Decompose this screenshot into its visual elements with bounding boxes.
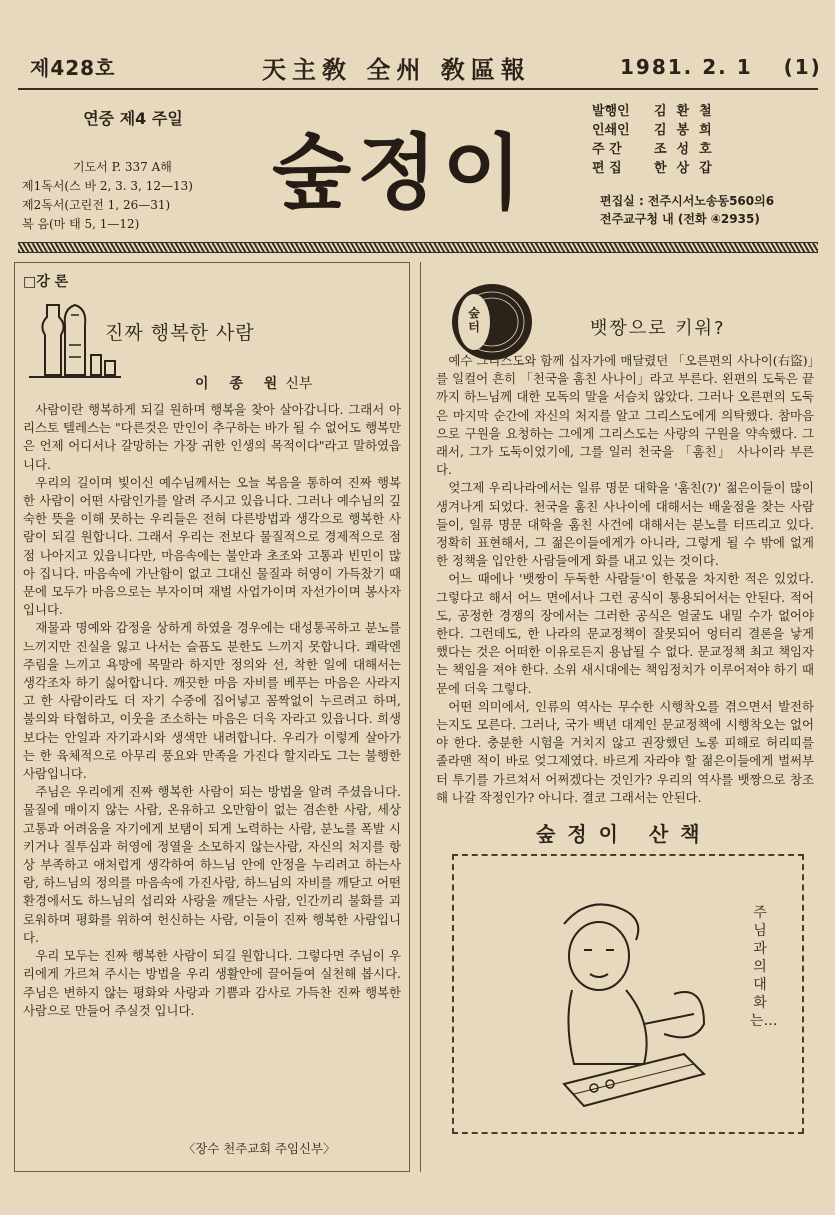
staff-role: 발행인 xyxy=(592,104,630,119)
paragraph: 엊그제 우리나라에서는 일류 명문 대학을 '훔친(?)' 젊은이들이 많이 생겨나게 되었다. 천국을 훔친 사나이에 대해서는 배울점을 찾는 사람들이, 일류 명문 대학을 훔친 사건에 대해서는 분노를 터뜨리고 있다. 정확히 표현해서, 그 젊은이들에게가 아니라, 그렇게 될 수 밖에 없게한 정책을 입안한 사람들에게 화를 내고 있는 것이다. xyxy=(436,480,814,569)
paragraph: 어떤 의미에서, 인류의 역사는 무수한 시행착오를 겪으면서 발전하는지도 모른다. 그러나, 국가 백년 대계인 문교정책에 시행착오는 없어야 한다. 충분한 시험을 거치지 않고 권장했던 노롱 피해로 허리띠를 졸라맨 적이 바로 엊그제였다. 바르게 자라야 할 젊은이들에게 벌써부터 투기를 가르쳐서 어쩌겠다는 것인가? 우리의 역사를 뱃짱으로 창조해 나갈 작정인가? 아니다. 결코 그래서는 안된다. xyxy=(436,698,814,805)
paragraph: 주님은 우리에게 진짜 행복한 사람이 되는 방법을 알려 주셨읍니다. 물질에 매이지 않는 사람, 온유하고 오만함이 없는 겸손한 사람, 세상 고통과 어려움을 자기에게 보탬이 되게 노력하는 사람, 분노를 폭발 시키거나 질투심과 허영에 정열을 소모하지 않는사람, 자신의 처지를 항상 부족하고 애처럽게 생각하여 하느님 안에 안정을 누리려고 하는사람, 하느님의 정의를 마음속에 가진사람, 하느님의 자비를 깨닫고 어떤 환경에서도 하느님의 섭리와 사랑을 깨닫는 사람, 인간끼리 불화를 괴로워하며 평화를 위하여 헌신하는 사람, 이들이 진짜 행복한 사람입니다. xyxy=(23,784,401,945)
page-number: (1) xyxy=(783,55,822,79)
opinion-column xyxy=(430,262,822,1172)
editorial-body xyxy=(23,401,401,1020)
staff-row xyxy=(592,119,774,138)
reading-gospel: 복 음(마 태 5, 1—12) xyxy=(22,217,140,231)
paragraph: 사람이란 행복하게 되길 원하며 행복을 찾아 살아갑니다. 그래서 아리스토 텔레스는 "다른것은 만인이 추구하는 바가 될 수 없어도 행복만은 언제 어디서나 갈망하는 가장 귀한 인생의 목적이다"라고 말하였읍니다. xyxy=(23,402,401,472)
editorial-signature: 〈장수 천주교회 주임신부〉 xyxy=(183,1141,336,1156)
paragraph: 어느 때에나 '뱃짱이 두둑한 사람들'이 한몫을 차지한 적은 있었다. 그렇다고 해서 어느 면에서나 그런 공식이 통용되어서는 안된다. 적어도, 공정한 경쟁의 장에서는 그러한 공식은 얼굴도 내밀 수가 없어야 한다. 그런데도, 한 나라의 문교정책이 잘못되어 엉터리 결론을 낳게 했다는 것은 어떠한 이유로든지 용납될 수 없다. 문교정책 최고 책임자는 책임을 져야 한다. 소위 새시대에는 책임정치가 이루어져야 하기 때문에 더욱 그렇다. xyxy=(436,571,814,696)
prayer-book-ref: 기도서 P. 337 A해 xyxy=(73,160,172,174)
date-value: 1981. 2. 1 xyxy=(620,55,753,79)
staff-name: 김환철 xyxy=(654,104,722,119)
staff-name: 한상갑 xyxy=(654,161,722,176)
staff-role: 주 간 xyxy=(592,142,622,157)
hatched-divider xyxy=(18,242,818,253)
section-label: □강 론 xyxy=(23,274,69,290)
address-line-1: 편집실 : 전주시서노송동560의6 xyxy=(600,194,775,208)
newspaper-title: 숲정이 xyxy=(272,126,528,221)
staff-role: 편 집 xyxy=(592,161,622,176)
author-line xyxy=(195,373,312,393)
reading-2: 제2독서(고린전 1, 26—31) xyxy=(22,198,171,212)
column-divider xyxy=(420,262,421,1172)
cartoon-title: 숲정이 산책 xyxy=(536,822,712,846)
staff-list xyxy=(592,100,774,176)
staff-row xyxy=(592,157,774,176)
staff-row xyxy=(592,138,774,157)
column-badge: 숲터 xyxy=(468,306,480,334)
issue-date xyxy=(620,55,822,79)
liturgy-box xyxy=(18,96,248,236)
paragraph: 예수 그리스도와 함께 십자가에 매달렸던 「오른편의 사나이(右盜)」를 일컬어 흔히 「천국을 훔친 사나이」라고 부른다. 왼편의 도둑은 끝까지 하느님께 대한 모독의 말을 서슴치 않았다. 그러나 오른편의 도둑은 마지막 순간에 자신의 처지를 알고 그리스도에게 의탁했다. 참마음으로 구원을 요청하는 그에게 그리스도는 사랑의 구원을 약속했다. 그래서, 그가 도둑이었기에, 그를 일러 천국을 「훔친」 사나이라 부른다. xyxy=(436,353,814,478)
cartoon-panel xyxy=(452,854,804,1134)
address-line-2: 전주교구청 내 (전화 ④2935) xyxy=(600,212,760,226)
staff-name: 조성호 xyxy=(654,142,722,157)
paragraph: 우리의 길이며 빛이신 예수님께서는 오늘 복음을 통하여 진짜 행복한 사람이 어떤 사람인가를 알려 주시고 있읍니다. 그러나 예수님의 깊숙한 뜻을 이해 못하는 우리들은 전혀 다른방법과 생각으로 행복한 사람이 되길 원합니다. 그래서 우리는 전보다 물질적으로 경제적으로 점점 나아지고 있읍니다만, 마음속에는 불안과 초조와 고통과 빈민이 많아 집니다. 마음속에 가난함이 없고 그대신 물질과 허영이 가득찼기 때문에 모두가 마음으로는 부자이며 재벌 사업가이며 자선가이며 봉사자 입니다. xyxy=(23,474,401,618)
reading-1: 제1독서(스 바 2, 3. 3, 12—13) xyxy=(22,179,193,193)
liturgy-week: 연중 제4 주일 xyxy=(83,109,183,128)
editorial-title: 진짜 행복한 사람 xyxy=(105,322,255,344)
paragraph: 우리 모두는 진짜 행복한 사람이 되길 원합니다. 그렇다면 주님이 우리에게 가르쳐 주시는 방법을 우리 생활안에 끌어들여 실천해 봅시다. 주님은 변하지 않는 평화와 사랑과 기쁨과 감사로 가득찬 진짜 행복한 사람으로 만들어 주실것 입니다. xyxy=(23,948,401,1018)
staff-row xyxy=(592,100,774,119)
column-title: 뱃짱으로 키워? xyxy=(590,318,726,339)
editorial-column xyxy=(14,262,410,1172)
top-rule xyxy=(18,88,818,90)
staff-name: 김봉희 xyxy=(654,123,722,138)
author-rank: 신부 xyxy=(285,376,313,392)
cartoon-caption: 주님과의 대화는… xyxy=(750,905,778,1029)
paragraph: 재물과 명예와 감정을 상하게 하였을 경우에는 대성통곡하고 분노를 느끼지만 진실을 잃고 나서는 슬픔도 분한도 느끼지 못합니다. 쾌락엔 주림을 느끼고 욕망에 목말라 하지만 정의와 선, 착한 일에 대해서는 생각조차 하기 싫어합니다. 깨끗한 마음 자비를 베푸는 마음은 사라지고 한 사람이라도 더 자기 수중에 집어넣고 꼼짝없이 누르려고 하며, 불의와 타협하고, 이웃을 조소하는 마음은 더욱 자라고 있읍니다. 희생보다는 안일과 자기과시와 생색만 내려합니다. 우리가 이렇게 살아가는 한 육체적으로 아무리 풍요와 만족을 가진다 할지라도 그는 불행한 사람입니다. xyxy=(23,620,401,782)
author-name: 이 종 원 xyxy=(195,376,286,392)
issue-number: 제428호 xyxy=(30,56,116,80)
cartoon-illustration xyxy=(494,874,734,1124)
staff-role: 인쇄인 xyxy=(592,123,630,138)
editorial-address xyxy=(600,192,774,228)
column-body xyxy=(436,352,814,807)
paper-name: 天主敎 全州 敎區報 xyxy=(262,55,531,84)
